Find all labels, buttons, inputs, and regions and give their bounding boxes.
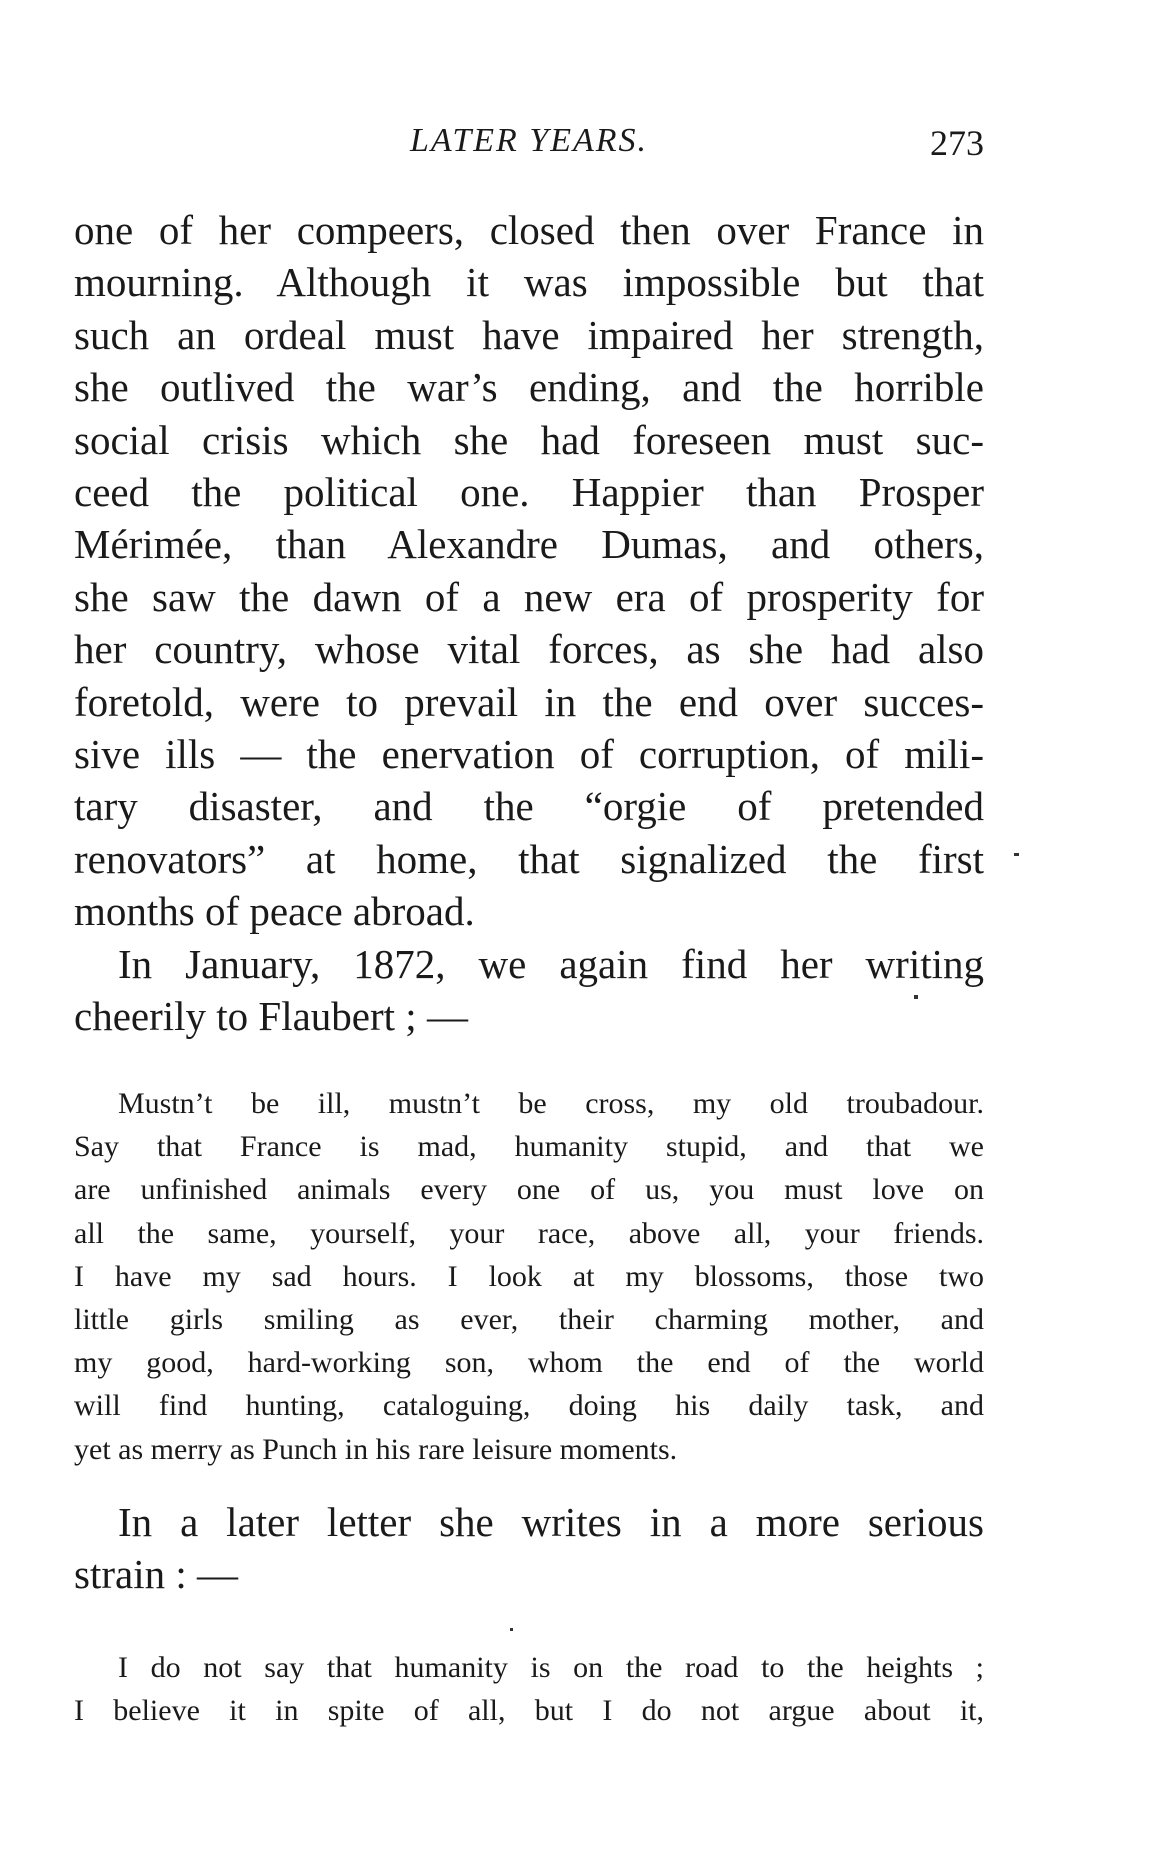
quote-line: I do not say that humanity is on the road to the heights ; <box>118 1651 984 1684</box>
quote-line: I believe it in spite of all, but I do not argue about it, <box>74 1694 984 1728</box>
text-line: months of peace abroad. <box>74 888 475 935</box>
quote-line: all the same, yourself, your race, above all, your friends. <box>74 1216 984 1250</box>
running-title: LATER YEARS. <box>409 122 649 159</box>
margin-speck <box>914 995 918 999</box>
text-line: In January, 1872, we again find her writing <box>118 940 984 987</box>
text-line: Mérimée, than Alexandre Dumas, and others, <box>74 521 984 568</box>
text-line: mourning. Although it was impossible but that <box>74 259 984 306</box>
block-quote-2 <box>74 1646 984 1732</box>
text-line: tary disaster, and the “orgie of pretended <box>74 783 984 830</box>
text-line: strain : — <box>74 1551 238 1598</box>
margin-speck <box>1014 853 1019 856</box>
paragraph-3 <box>74 1496 984 1601</box>
quote-line: are unfinished animals every one of us, you must love on <box>74 1173 984 1207</box>
text-line: ceed the political one. Happier than Prosper <box>74 469 984 516</box>
text-line: she outlived the war’s ending, and the horrible <box>74 364 984 411</box>
text-line: such an ordeal must have impaired her strength, <box>74 311 984 358</box>
text-line: she saw the dawn of a new era of prosperity for <box>74 573 984 620</box>
text-line: cheerily to Flaubert ; — <box>74 993 468 1040</box>
running-head <box>74 122 984 172</box>
quote-line: will find hunting, cataloguing, doing his daily task, and <box>74 1389 984 1423</box>
quote-line: I have my sad hours. I look at my blossoms, those two <box>74 1259 984 1293</box>
quote-line: Mustn’t be ill, mustn’t be cross, my old troubadour. <box>118 1087 984 1120</box>
text-line: one of her compeers, closed then over France in <box>74 207 984 253</box>
block-quote-1 <box>74 1082 984 1471</box>
paragraph-1 <box>74 204 984 1043</box>
text-line: her country, whose vital forces, as she had also <box>74 626 984 673</box>
quote-line: yet as merry as Punch in his rare leisure moments. <box>74 1432 678 1466</box>
text-line: sive ills — the enervation of corruption, of mili- <box>74 731 984 778</box>
quote-line: Say that France is mad, humanity stupid, and that we <box>74 1130 984 1164</box>
text-line: foretold, were to prevail in the end over succes- <box>74 678 984 725</box>
text-line: renovators” at home, that signalized the first <box>74 835 984 882</box>
text-line: In a later letter she writes in a more serious <box>118 1499 984 1545</box>
quote-line: little girls smiling as ever, their charming mother, and <box>74 1303 984 1337</box>
page-number: 273 <box>930 123 984 163</box>
margin-speck <box>510 1628 513 1631</box>
text-line: social crisis which she had foreseen must suc- <box>74 416 984 463</box>
quote-line: my good, hard-working son, whom the end of the world <box>74 1346 984 1380</box>
